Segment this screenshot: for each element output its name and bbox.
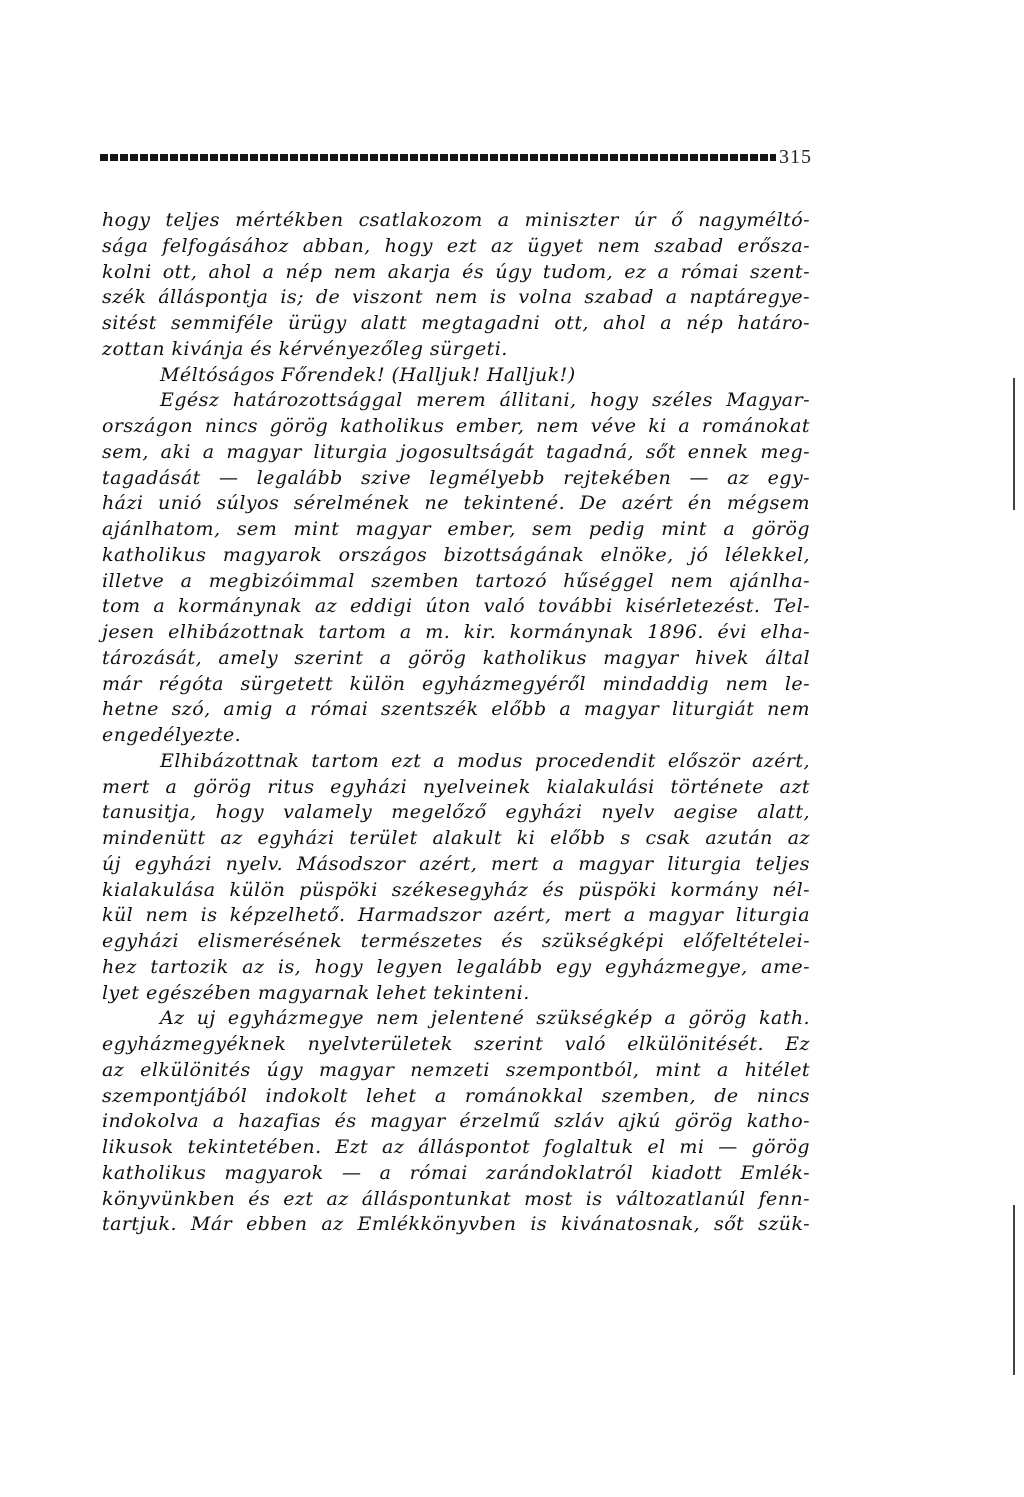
text-line: jesen elhibázottnak tartom a m. kir. kormánynak 1896. évi elha- <box>102 621 810 643</box>
text-line: kialakulása külön püspöki székesegyház és püspöki kormány nél- <box>102 878 810 901</box>
text-line: mert a görög ritus egyházi nyelveinek kialakulási története azt <box>102 775 810 798</box>
text-line: tanusitja, hogy valamely megelőző egyházi nyelv aegise alatt, <box>102 801 810 824</box>
text-line: Méltóságos Főrendek! (Halljuk! Halljuk!) <box>160 363 576 386</box>
text-line: sem, aki a magyar liturgia jogosultságát tagadná, sőt ennek meg- <box>102 440 810 463</box>
text-line: Egész határozottsággal merem állitani, hogy széles Magyar- <box>160 389 810 412</box>
text-line: Az uj egyházmegye nem jelentené szükségkép a görög kath. <box>160 1007 810 1030</box>
text-line: tartjuk. Már ebben az Emlékkönyvben is kivánatosnak, sőt szük- <box>102 1213 810 1236</box>
text-line: egyházi elismerésének természetes és szükségképi előfeltételei- <box>102 930 810 952</box>
text-line: könyvünkben és ezt az álláspontunkat most is változatlanúl fenn- <box>102 1187 810 1210</box>
scan-margin-line <box>1013 378 1015 510</box>
text-line: országon nincs görög katholikus ember, nem véve ki a románokat <box>102 415 810 437</box>
text-line: katholikus magyarok — a római zarándoklatról kiadott Emlék- <box>102 1161 810 1184</box>
text-line: sitést semmiféle ürügy alatt megtagadni ott, ahol a nép határo- <box>102 312 810 334</box>
decorative-header-rule <box>100 154 776 161</box>
text-line: tom a kormánynak az eddigi úton való további kisérletezést. Tel- <box>102 595 810 618</box>
page-number: 315 <box>779 146 812 168</box>
text-line: katholikus magyarok országos bizottságának elnöke, jó lélekkel, <box>102 543 810 566</box>
text-line: házi unió súlyos sérelmének ne tekintené. De azért én mégsem <box>102 492 810 515</box>
text-line: már régóta sürgetett külön egyházmegyéről mindaddig nem le- <box>102 672 810 695</box>
text-line: kül nem is képzelhető. Harmadszor azért, mert a magyar liturgia <box>102 904 810 927</box>
text-line: sága felfogásához abban, hogy ezt az ügyet nem szabad erősza- <box>102 234 810 257</box>
text-line: egyházmegyéknek nyelvterületek szerint való elkülönitését. Ez <box>102 1033 810 1055</box>
text-line: hez tartozik az is, hogy legyen legalább egy egyházmegye, ame- <box>102 955 810 978</box>
text-line: lyet egészében magyarnak lehet tekinteni. <box>102 981 530 1004</box>
text-line: kolni ott, ahol a nép nem akarja és úgy tudom, ez a római szent- <box>102 260 810 283</box>
body-text <box>102 208 810 1238</box>
text-line: mindenütt az egyházi terület alakult ki előbb s csak azután az <box>102 827 810 849</box>
text-line: Elhibázottnak tartom ezt a modus procedendit először azért, <box>160 749 810 772</box>
text-line: zottan kivánja és kérvényezőleg sürgeti. <box>102 337 508 360</box>
text-line: az elkülönités úgy magyar nemzeti szempontból, mint a hitélet <box>102 1058 810 1081</box>
text-line: tagadását — legalább szive legmélyebb rejtekében — az egy- <box>102 466 810 489</box>
text-line: hogy teljes mértékben csatlakozom a miniszter úr ő nagyméltó- <box>102 209 810 231</box>
scan-margin-line <box>1013 1205 1015 1375</box>
text-line: szempontjából indokolt lehet a románokkal szemben, de nincs <box>102 1084 810 1107</box>
text-line: szék álláspontja is; de viszont nem is volna szabad a naptáregye- <box>102 286 810 309</box>
text-line: ajánlhatom, sem mint magyar ember, sem pedig mint a görög <box>102 518 810 540</box>
text-line: illetve a megbizóimmal szemben tartozó hűséggel nem ajánlha- <box>102 569 810 592</box>
text-line: hetne szó, amig a római szentszék előbb a magyar liturgiát nem <box>102 698 810 721</box>
text-line: likusok tekintetében. Ezt az álláspontot foglaltuk el mi — görög <box>102 1136 810 1158</box>
text-line: indokolva a hazafias és magyar érzelmű szláv ajkú görög katho- <box>102 1110 810 1133</box>
text-line: új egyházi nyelv. Másodszor azért, mert a magyar liturgia teljes <box>102 852 810 875</box>
text-line: tározását, amely szerint a görög katholikus magyar hivek által <box>102 646 810 669</box>
running-header <box>100 148 812 174</box>
text-line: engedélyezte. <box>102 724 242 746</box>
